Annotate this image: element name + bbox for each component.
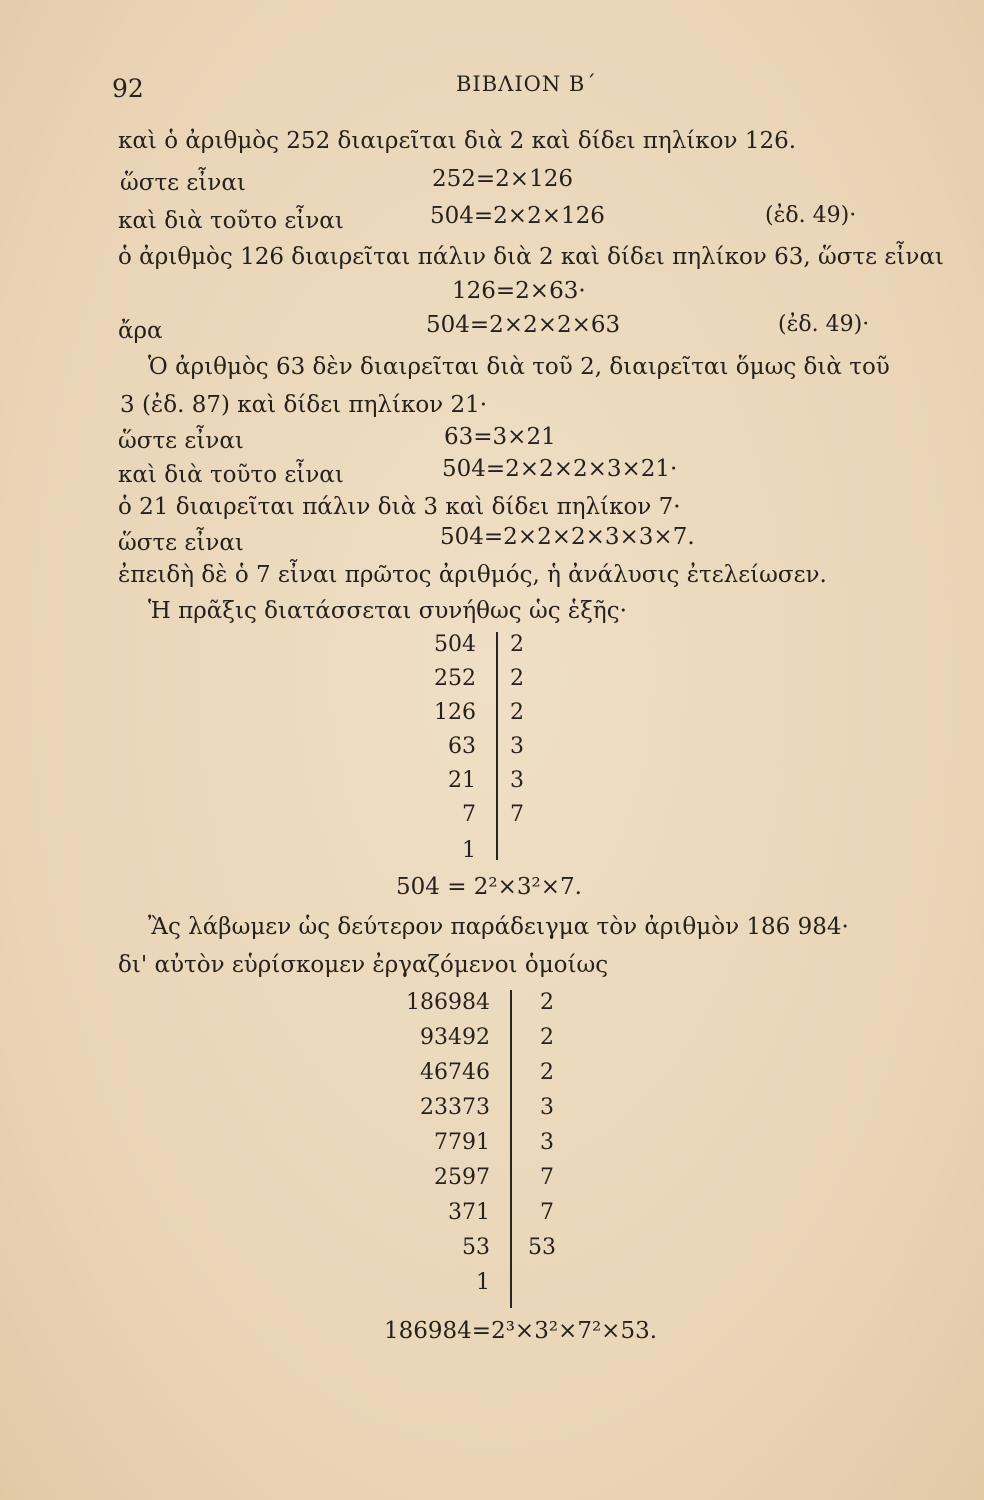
dividend-cell: 371 [448,1200,490,1225]
table-divider [510,990,512,1308]
divisor-cell: 3 [540,1095,554,1120]
divisor-cell: 7 [540,1200,554,1225]
text-line: ὥστε εἶναι [118,428,244,454]
text-line: ἄρα [118,318,163,344]
divisor-cell: 2 [510,632,524,657]
text-line: δι' αὐτὸν εὑρίσκομεν ἐργαζόμενοι ὁμοίως [118,952,609,978]
divisor-cell: 3 [510,768,524,793]
result-equation: 504 = 2²×3²×7. [396,874,582,900]
page-number: 92 [112,74,144,103]
text-line: Ὁ ἀριθμὸς 63 δὲν διαιρεῖται διὰ τοῦ 2, διαιρεῖται ὅμως διὰ τοῦ [148,354,890,380]
table-divider [496,632,498,860]
dividend-cell: 23373 [420,1095,490,1120]
dividend-cell: 7 [462,802,476,827]
text-line: ὁ ἀριθμὸς 126 διαιρεῖται πάλιν διὰ 2 καὶ δίδει πηλίκον 63, ὥστε εἶναι [118,244,944,270]
running-title: ΒΙΒΛΙΟΝ Β΄ [456,72,597,96]
equation: 504=2×2×126 [430,203,605,229]
result-equation: 186984=2³×3²×7²×53. [384,1318,658,1344]
dividend-cell: 2597 [434,1165,490,1190]
text-line: καὶ ὁ ἀριθμὸς 252 διαιρεῖται διὰ 2 καὶ δίδει πηλίκον 126. [118,128,797,154]
text-line: ἐπειδὴ δὲ ὁ 7 εἶναι πρῶτος ἀριθμός, ἡ ἀνάλυσις ἐτελείωσεν. [118,562,827,588]
text-line: ὥστε εἶναι [120,170,246,196]
dividend-cell: 1 [462,838,476,863]
divisor-cell: 2 [540,1025,554,1050]
equation: 504=2×2×2×3×21· [442,456,678,482]
divisor-cell: 53 [528,1235,556,1260]
text-line: Ἡ πρᾶξις διατάσσεται συνήθως ὡς ἑξῆς· [148,598,627,624]
text-line: ὥστε εἶναι [118,530,244,556]
dividend-cell: 21 [448,768,476,793]
dividend-cell: 504 [434,632,476,657]
reference: (ἐδ. 49)· [765,203,857,228]
dividend-cell: 186984 [406,990,490,1015]
text-line: 3 (ἐδ. 87) καὶ δίδει πηλίκον 21· [120,392,488,418]
equation: 252=2×126 [432,166,573,192]
text-line: Ἂς λάβωμεν ὡς δεύτερον παράδειγμα τὸν ἀριθμὸν 186 984· [148,914,849,940]
dividend-cell: 126 [434,700,476,725]
dividend-cell: 63 [448,734,476,759]
dividend-cell: 1 [476,1270,490,1295]
divisor-cell: 3 [510,734,524,759]
text-line: καὶ διὰ τοῦτο εἶναι [118,462,344,488]
divisor-cell: 2 [510,700,524,725]
reference: (ἐδ. 49)· [778,312,870,337]
text-line: καὶ διὰ τοῦτο εἶναι [118,208,344,234]
divisor-cell: 2 [540,990,554,1015]
dividend-cell: 252 [434,666,476,691]
text-line: ὁ 21 διαιρεῖται πάλιν διὰ 3 καὶ δίδει πηλίκον 7· [118,494,681,520]
equation: 126=2×63· [452,278,586,304]
equation: 63=3×21 [444,424,556,450]
divisor-cell: 7 [510,802,524,827]
divisor-cell: 2 [510,666,524,691]
dividend-cell: 46746 [420,1060,490,1085]
divisor-cell: 7 [540,1165,554,1190]
equation: 504=2×2×2×63 [426,312,621,338]
equation: 504=2×2×2×3×3×7. [440,524,695,550]
dividend-cell: 53 [462,1235,490,1260]
divisor-cell: 2 [540,1060,554,1085]
dividend-cell: 93492 [420,1025,490,1050]
divisor-cell: 3 [540,1130,554,1155]
dividend-cell: 7791 [434,1130,490,1155]
